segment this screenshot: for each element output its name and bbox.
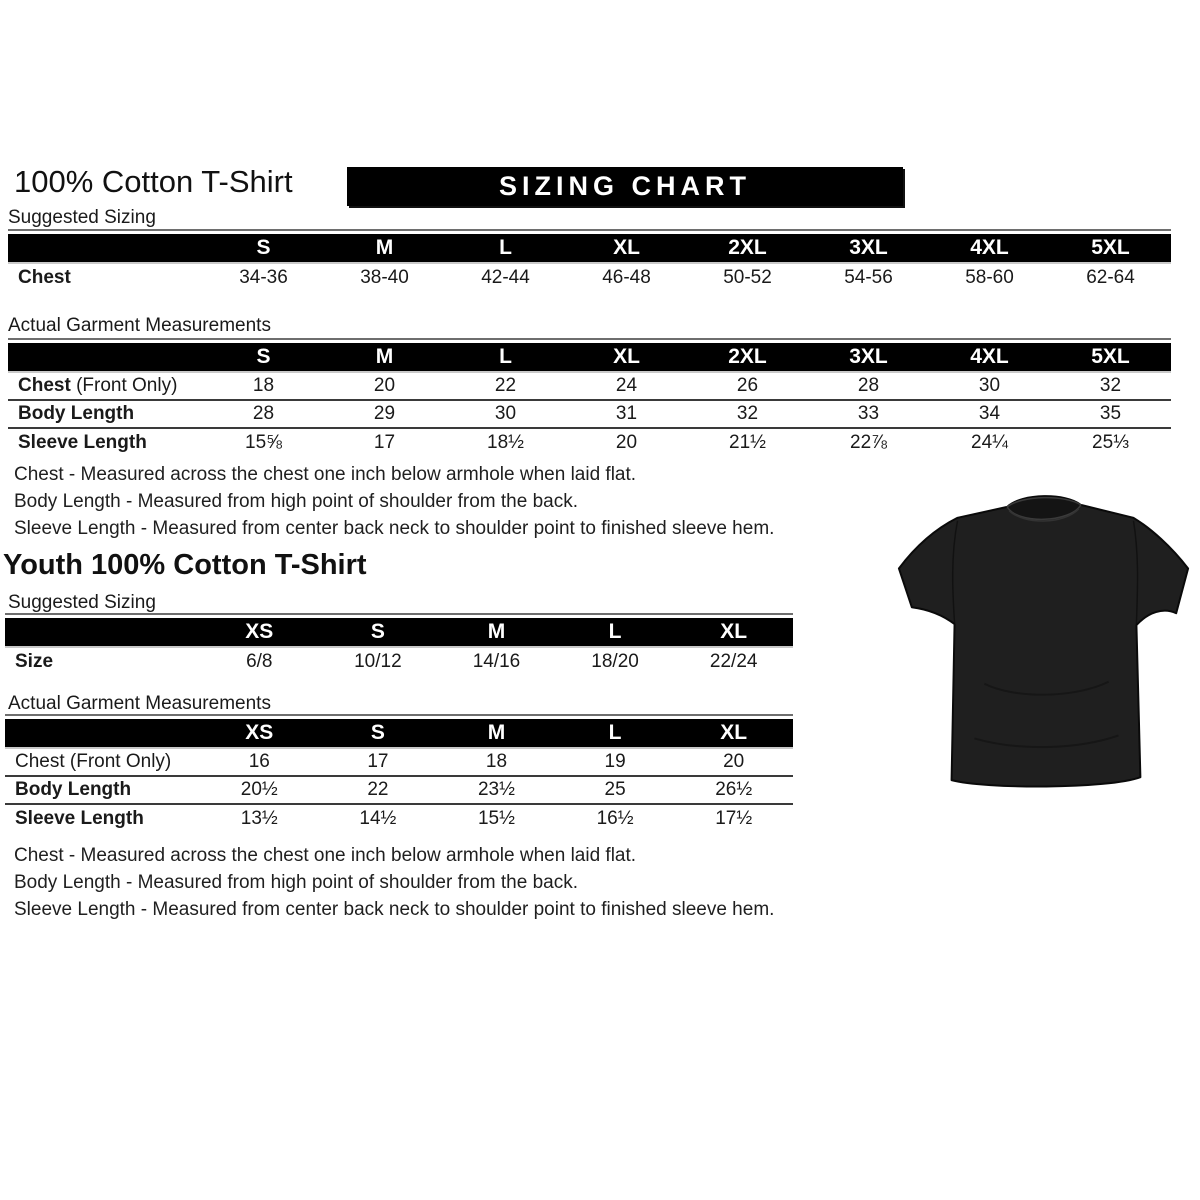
size-column-header: 4XL xyxy=(929,234,1050,263)
measurement-value: 34 xyxy=(978,403,1001,424)
sleeve-length-note: Sleeve Length - Measured from center back neck to shoulder point to finished sleeve hem. xyxy=(14,899,775,920)
measurement-value: 26 xyxy=(736,375,759,396)
table-row xyxy=(8,263,1171,291)
measurement-value: 15½ xyxy=(477,807,515,829)
size-column-header: 2XL xyxy=(687,343,808,372)
row-label: Body Length xyxy=(18,403,135,424)
header-corner xyxy=(5,618,200,647)
measurement-value: 30 xyxy=(978,375,1001,396)
measurement-value: 23½ xyxy=(477,779,515,800)
size-column-header: XS xyxy=(200,618,319,647)
size-column-header: M xyxy=(437,719,556,748)
size-column-header: S xyxy=(319,618,438,647)
measurement-value: 24 xyxy=(615,375,638,396)
youth-suggested-sizing-table xyxy=(5,618,793,675)
size-column-header: L xyxy=(556,618,675,647)
measurement-value: 17 xyxy=(367,751,389,772)
measurement-value: 6/8 xyxy=(246,650,273,672)
size-column-header: 3XL xyxy=(808,343,929,372)
measurement-value: 13½ xyxy=(240,807,278,829)
measurement-value: 46-48 xyxy=(602,266,651,288)
adult-suggested-sizing-table-wrap xyxy=(8,229,1171,291)
chest-note: Chest - Measured across the chest one inch below armhole when laid flat. xyxy=(14,845,637,866)
table-row xyxy=(5,647,793,675)
measurement-value: 14½ xyxy=(359,807,397,829)
tshirt-photo xyxy=(893,485,1195,803)
measurement-value: 20 xyxy=(723,751,745,772)
size-column-header: M xyxy=(324,343,445,372)
measurement-value: 32 xyxy=(1099,375,1122,396)
sizing-chart-banner-text: SIZING CHART xyxy=(499,171,751,201)
adult-suggested-sizing-table xyxy=(8,234,1171,291)
size-column-header: S xyxy=(203,234,324,263)
youth-suggested-sizing-label: Suggested Sizing xyxy=(8,592,156,613)
size-column-header: L xyxy=(445,343,566,372)
adult-suggested-sizing-label: Suggested Sizing xyxy=(8,207,156,228)
size-column-header: XS xyxy=(200,719,319,748)
header-corner xyxy=(8,234,203,263)
measurement-value: 20 xyxy=(373,375,396,396)
measurement-value: 18/20 xyxy=(591,650,639,672)
size-column-header: L xyxy=(556,719,675,748)
measurement-value: 22/24 xyxy=(709,650,758,672)
tshirt-body-shape xyxy=(899,496,1188,786)
youth-suggested-sizing-table-wrap xyxy=(5,613,793,675)
measurement-value: 33 xyxy=(857,403,880,424)
sleeve-length-note: Sleeve Length - Measured from center back neck to shoulder point to finished sleeve hem. xyxy=(14,518,775,539)
measurement-value: 22 xyxy=(494,375,517,396)
measurement-value: 21½ xyxy=(729,431,766,453)
table-row xyxy=(5,776,793,804)
table-row xyxy=(5,804,793,832)
size-column-header: XL xyxy=(566,234,687,263)
sizing-chart-banner xyxy=(347,167,903,206)
measurement-value: 42-44 xyxy=(481,266,530,288)
measurement-value: 22 xyxy=(367,779,389,800)
table-row xyxy=(8,428,1171,456)
chest-note: Chest - Measured across the chest one inch below armhole when laid flat. xyxy=(14,464,637,485)
measurement-value: 62-64 xyxy=(1086,266,1135,288)
size-column-header: M xyxy=(437,618,556,647)
row-label: Sleeve Length xyxy=(15,807,144,829)
row-label: Chest (Front Only) xyxy=(18,375,178,396)
body-length-note: Body Length - Measured from high point of shoulder from the back. xyxy=(14,491,578,512)
measurement-value: 18 xyxy=(485,751,508,772)
measurement-value: 31 xyxy=(615,403,638,424)
table-row xyxy=(8,400,1171,428)
measurement-value: 17 xyxy=(373,431,396,453)
youth-measurement-notes xyxy=(14,842,774,923)
size-column-header: S xyxy=(203,343,324,372)
measurement-value: 26½ xyxy=(715,779,753,800)
measurement-value: 38-40 xyxy=(360,266,409,288)
size-column-header: XL xyxy=(674,719,793,748)
measurement-value: 20 xyxy=(615,431,638,453)
header-corner xyxy=(5,719,200,748)
measurement-value: 25⅓ xyxy=(1092,431,1129,453)
measurement-value: 28 xyxy=(857,375,880,396)
size-column-header: XL xyxy=(566,343,687,372)
measurement-value: 28 xyxy=(252,403,275,424)
row-label: Chest (Front Only) xyxy=(15,751,172,772)
measurement-value: 18½ xyxy=(487,431,524,453)
adult-garment-measurements-table-wrap xyxy=(8,338,1171,456)
size-column-header: 2XL xyxy=(687,234,808,263)
size-column-header: 3XL xyxy=(808,234,929,263)
header-corner xyxy=(8,343,203,372)
size-column-header: L xyxy=(445,234,566,263)
row-label: Body Length xyxy=(15,779,132,800)
table-row xyxy=(8,372,1171,400)
measurement-value: 25 xyxy=(604,779,626,800)
size-column-header: XL xyxy=(674,618,793,647)
measurement-value: 14/16 xyxy=(472,650,521,672)
measurement-value: 58-60 xyxy=(965,266,1014,288)
measurement-value: 30 xyxy=(494,403,517,424)
measurement-value: 19 xyxy=(604,751,626,772)
size-column-header: 5XL xyxy=(1050,343,1171,372)
row-label: Chest xyxy=(18,266,71,288)
size-column-header: 5XL xyxy=(1050,234,1171,263)
size-column-header: S xyxy=(319,719,438,748)
page-title: 100% Cotton T-Shirt xyxy=(14,164,293,199)
measurement-value: 17½ xyxy=(715,807,753,829)
measurement-value: 34-36 xyxy=(239,266,288,288)
measurement-value: 35 xyxy=(1099,403,1122,424)
measurement-value: 16½ xyxy=(596,807,634,829)
measurement-value: 22⅞ xyxy=(850,431,887,453)
youth-garment-measurements-label: Actual Garment Measurements xyxy=(8,693,271,714)
size-column-header: 4XL xyxy=(929,343,1050,372)
body-length-note: Body Length - Measured from high point of shoulder from the back. xyxy=(14,872,578,893)
measurement-value: 10/12 xyxy=(354,650,402,672)
size-column-header: M xyxy=(324,234,445,263)
measurement-value: 32 xyxy=(736,403,759,424)
youth-garment-measurements-table-wrap xyxy=(5,714,793,832)
measurement-value: 54-56 xyxy=(844,266,893,288)
measurement-value: 20½ xyxy=(240,779,278,800)
youth-section-title: Youth 100% Cotton T-Shirt xyxy=(3,549,367,581)
measurement-value: 29 xyxy=(373,403,396,424)
youth-garment-measurements-table xyxy=(5,719,793,832)
adult-measurement-notes xyxy=(14,461,774,542)
measurement-value: 15⅝ xyxy=(245,431,282,453)
row-label: Sleeve Length xyxy=(18,431,147,453)
measurement-value: 18 xyxy=(252,375,275,396)
measurement-value: 24¼ xyxy=(971,431,1008,453)
measurement-value: 50-52 xyxy=(723,266,772,288)
row-label: Size xyxy=(15,650,54,672)
adult-garment-measurements-label: Actual Garment Measurements xyxy=(8,315,271,336)
table-row xyxy=(5,748,793,776)
adult-garment-measurements-table xyxy=(8,343,1171,456)
measurement-value: 16 xyxy=(248,751,270,772)
